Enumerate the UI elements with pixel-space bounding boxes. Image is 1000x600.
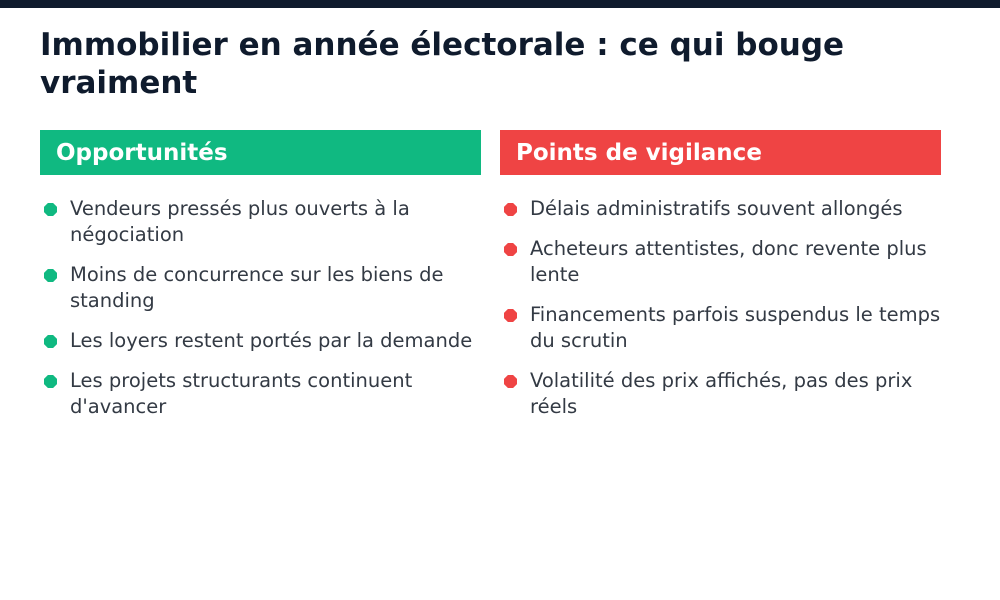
opportunities-column (40, 130, 481, 434)
green-octagon-bullet-icon (44, 335, 57, 348)
opportunities-list (40, 196, 481, 420)
green-octagon-bullet-icon (44, 203, 57, 216)
vigilance-item-text: Volatilité des prix affichés, pas des prix réels (530, 369, 913, 418)
opportunity-item-text: Les loyers restent portés par la demande (70, 329, 473, 352)
opportunity-item-text: Moins de concurrence sur les biens de standing (70, 263, 444, 312)
opportunity-item (40, 262, 481, 314)
vigilance-list (500, 196, 941, 420)
green-octagon-bullet-icon (44, 375, 57, 388)
top-accent-bar (0, 0, 1000, 8)
opportunity-item (40, 368, 481, 420)
vigilance-item (500, 236, 941, 288)
page-title: Immobilier en année électorale : ce qui bouge vraiment (40, 27, 845, 101)
opportunity-item (40, 196, 481, 248)
vigilance-item-text: Acheteurs attentistes, donc revente plus lente (530, 237, 927, 286)
opportunity-item-text: Vendeurs pressés plus ouverts à la négociation (70, 197, 410, 246)
red-octagon-bullet-icon (504, 243, 517, 256)
opportunity-item (40, 328, 481, 354)
red-octagon-bullet-icon (504, 375, 517, 388)
green-octagon-bullet-icon (44, 269, 57, 282)
vigilance-column (500, 130, 941, 434)
red-octagon-bullet-icon (504, 203, 517, 216)
vigilance-item-text: Financements parfois suspendus le temps du scrutin (530, 303, 941, 352)
vigilance-item-text: Délais administratifs souvent allongés (530, 197, 903, 220)
opportunities-header: Opportunités (40, 130, 481, 175)
vigilance-item (500, 302, 941, 354)
vigilance-item (500, 368, 941, 420)
vigilance-header: Points de vigilance (500, 130, 941, 175)
opportunity-item-text: Les projets structurants continuent d'avancer (70, 369, 413, 418)
vigilance-item (500, 196, 941, 222)
red-octagon-bullet-icon (504, 309, 517, 322)
